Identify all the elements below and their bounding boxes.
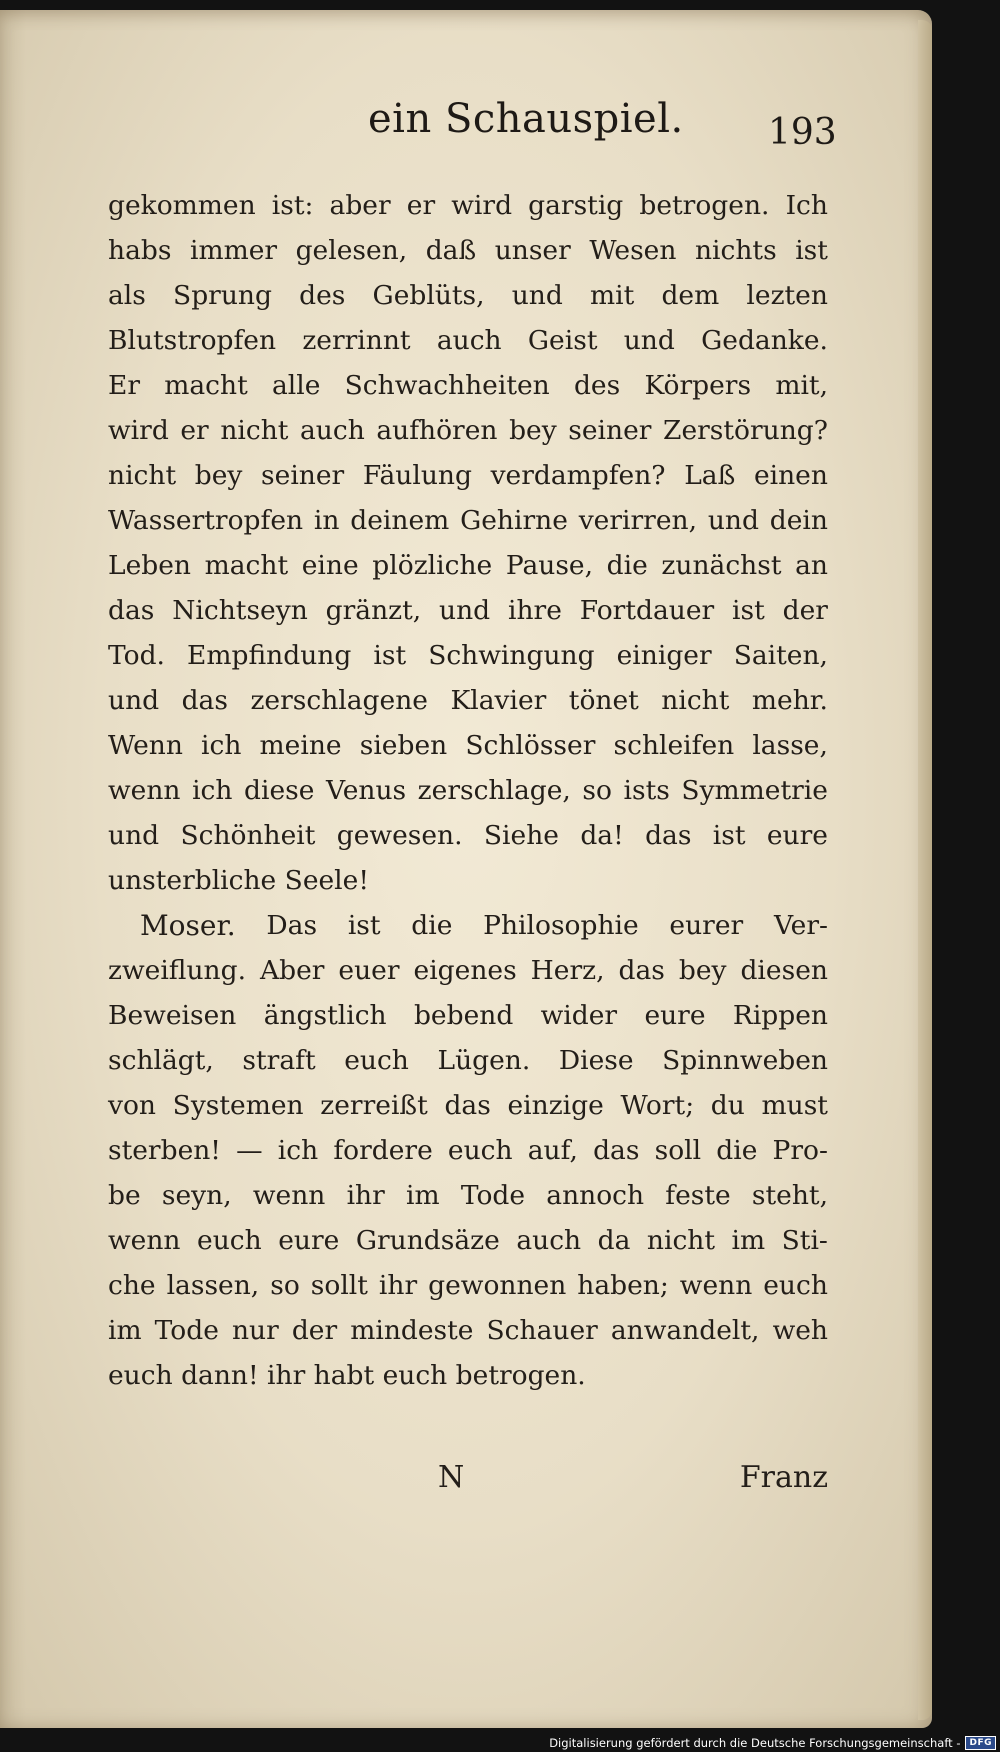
word: einzige bbox=[507, 1090, 604, 1121]
word: gewesen. bbox=[336, 820, 463, 851]
text-line bbox=[108, 588, 828, 633]
word: haben; bbox=[577, 1270, 669, 1301]
word: Körpers bbox=[644, 370, 752, 401]
word: ihr bbox=[346, 1180, 385, 1211]
word: Diese bbox=[558, 1045, 634, 1076]
word: anwandelt, bbox=[610, 1315, 760, 1346]
word: Sprung bbox=[173, 280, 272, 311]
word: er bbox=[406, 190, 436, 221]
word: zerschlage, bbox=[417, 775, 571, 806]
text-line bbox=[108, 1173, 828, 1218]
word: Sti- bbox=[781, 1225, 828, 1256]
word: du bbox=[710, 1090, 745, 1121]
word: das bbox=[618, 955, 665, 986]
word: verdampfen? bbox=[490, 460, 666, 491]
word: aber bbox=[329, 190, 391, 221]
word: ists bbox=[623, 775, 670, 806]
text-line bbox=[108, 318, 828, 363]
page-number: 193 bbox=[768, 112, 837, 153]
word: ist: bbox=[271, 190, 314, 221]
word: im bbox=[108, 1315, 142, 1346]
word: nicht bbox=[108, 460, 177, 491]
text-line bbox=[108, 948, 828, 993]
text-block bbox=[108, 183, 828, 1398]
word: wird bbox=[451, 190, 513, 221]
word: und bbox=[707, 505, 759, 536]
word: wenn bbox=[679, 1270, 753, 1301]
line-text: unsterbliche Seele! bbox=[108, 865, 369, 896]
word: euch bbox=[763, 1270, 828, 1301]
word: Das bbox=[266, 910, 318, 941]
word: von bbox=[108, 1090, 156, 1121]
word: bey bbox=[678, 955, 727, 986]
word: euch bbox=[344, 1045, 409, 1076]
word: — bbox=[236, 1135, 263, 1166]
word: der bbox=[291, 1315, 338, 1346]
word: nicht bbox=[646, 1225, 716, 1256]
word: seiner bbox=[261, 460, 345, 491]
text-line bbox=[108, 228, 828, 273]
word: Beweisen bbox=[108, 1000, 237, 1031]
word: betrogen. bbox=[639, 190, 770, 221]
word: da! bbox=[580, 820, 624, 851]
page-edge bbox=[918, 20, 932, 1720]
word: soll bbox=[654, 1135, 702, 1166]
text-line-final bbox=[108, 1353, 828, 1398]
text-line bbox=[108, 498, 828, 543]
word: gelesen, bbox=[295, 235, 408, 266]
word: zerreißt bbox=[320, 1090, 428, 1121]
word: straft bbox=[242, 1045, 316, 1076]
text-line bbox=[108, 183, 828, 228]
text-line bbox=[108, 813, 828, 858]
word: Gehirne bbox=[460, 505, 568, 536]
word: so bbox=[270, 1270, 300, 1301]
word: des bbox=[299, 280, 346, 311]
word: die bbox=[411, 910, 453, 941]
footer-credit-text: Digitalisierung gefördert durch die Deutsche Forschungsgemeinschaft - bbox=[549, 1736, 961, 1750]
word: euch bbox=[197, 1225, 262, 1256]
text-line bbox=[108, 633, 828, 678]
word: Ich bbox=[785, 190, 828, 221]
word: auch bbox=[516, 1225, 582, 1256]
word: macht bbox=[164, 370, 248, 401]
word: lasse, bbox=[752, 730, 828, 761]
word: ängstlich bbox=[263, 1000, 387, 1031]
word: Wenn bbox=[108, 730, 183, 761]
word: Schauer bbox=[486, 1315, 598, 1346]
word: bebend bbox=[413, 1000, 514, 1031]
word: gränzt, bbox=[325, 595, 422, 626]
word: und bbox=[623, 325, 675, 356]
word: Aber bbox=[259, 955, 325, 986]
word: Tode bbox=[154, 1315, 219, 1346]
word: mit bbox=[590, 280, 635, 311]
word: schleifen bbox=[613, 730, 735, 761]
word: der bbox=[782, 595, 828, 626]
word: als bbox=[108, 280, 146, 311]
word: seyn, bbox=[161, 1180, 232, 1211]
word: und bbox=[108, 685, 160, 716]
footer-credit bbox=[549, 1736, 996, 1750]
word: Ver- bbox=[773, 910, 828, 941]
word: Spinnweben bbox=[662, 1045, 828, 1076]
word: im bbox=[406, 1180, 440, 1211]
word: bey bbox=[509, 415, 557, 446]
word: die bbox=[606, 550, 648, 581]
text-line bbox=[108, 453, 828, 498]
word: die bbox=[716, 1135, 758, 1166]
word: das bbox=[645, 820, 692, 851]
word: Geblüts, bbox=[372, 280, 485, 311]
word: Zerstörung? bbox=[663, 415, 828, 446]
word: Fortdauer bbox=[579, 595, 715, 626]
word: Rippen bbox=[732, 1000, 828, 1031]
word: seiner bbox=[568, 415, 652, 446]
word: euer bbox=[338, 955, 400, 986]
word: Pause, bbox=[505, 550, 594, 581]
word: tönet bbox=[568, 685, 639, 716]
signature-mark: N bbox=[438, 1460, 465, 1495]
word: Blutstropfen bbox=[108, 325, 277, 356]
word: eure bbox=[766, 820, 828, 851]
word: so bbox=[582, 775, 612, 806]
word: weh bbox=[772, 1315, 828, 1346]
word: er bbox=[180, 415, 209, 446]
word: Schönheit bbox=[180, 820, 316, 851]
word: wenn bbox=[108, 775, 181, 806]
word: das bbox=[181, 685, 228, 716]
word: nur bbox=[231, 1315, 279, 1346]
word: Symmetrie bbox=[681, 775, 828, 806]
word: mit, bbox=[775, 370, 828, 401]
word: aufhören bbox=[376, 415, 498, 446]
text-line bbox=[108, 1218, 828, 1263]
word: Laß bbox=[684, 460, 736, 491]
word: che bbox=[108, 1270, 156, 1301]
word: Geist bbox=[527, 325, 598, 356]
word: plözliche bbox=[372, 550, 493, 581]
word: verirren, bbox=[578, 505, 697, 536]
word: euch bbox=[447, 1135, 513, 1166]
word: eure bbox=[644, 1000, 706, 1031]
word: wider bbox=[540, 1000, 618, 1031]
word: Tod. bbox=[108, 640, 165, 671]
word: Philosophie bbox=[483, 910, 639, 941]
text-line bbox=[108, 678, 828, 723]
word: diesen bbox=[740, 955, 828, 986]
word: Er bbox=[108, 370, 141, 401]
word: nicht bbox=[220, 415, 289, 446]
word: Venus bbox=[325, 775, 407, 806]
word: annoch bbox=[546, 1180, 645, 1211]
word: habs bbox=[108, 235, 172, 266]
word: bey bbox=[194, 460, 243, 491]
word: garstig bbox=[528, 190, 624, 221]
word: Schlösser bbox=[465, 730, 596, 761]
word: be bbox=[108, 1180, 141, 1211]
word: ist bbox=[347, 910, 381, 941]
word: deinem bbox=[350, 505, 450, 536]
word: Empfindung bbox=[187, 640, 352, 671]
word: Saiten, bbox=[733, 640, 828, 671]
word: ich bbox=[277, 1135, 319, 1166]
text-line bbox=[108, 768, 828, 813]
word: fordere bbox=[333, 1135, 433, 1166]
word: sieben bbox=[359, 730, 448, 761]
word: schlägt, bbox=[108, 1045, 214, 1076]
word: ist bbox=[732, 595, 765, 626]
text-line bbox=[108, 543, 828, 588]
word: Wort; bbox=[620, 1090, 695, 1121]
line-text: euch dann! ihr habt euch betrogen. bbox=[108, 1360, 586, 1391]
word: das bbox=[593, 1135, 640, 1166]
word: Wesen bbox=[589, 235, 677, 266]
word: Siehe bbox=[483, 820, 559, 851]
word: wenn bbox=[108, 1225, 181, 1256]
word: alle bbox=[271, 370, 321, 401]
word: einen bbox=[753, 460, 828, 491]
text-line bbox=[108, 723, 828, 768]
word: sollt bbox=[310, 1270, 368, 1301]
word: ihre bbox=[508, 595, 562, 626]
word: Klavier bbox=[450, 685, 547, 716]
word: auf, bbox=[527, 1135, 578, 1166]
word: und bbox=[439, 595, 491, 626]
catchword: Franz bbox=[739, 1460, 828, 1495]
catchline bbox=[108, 1460, 828, 1510]
word: im bbox=[731, 1225, 766, 1256]
word: must bbox=[761, 1090, 828, 1121]
word: Nichtseyn bbox=[172, 595, 308, 626]
word: steht, bbox=[751, 1180, 828, 1211]
text-line bbox=[108, 273, 828, 318]
word: lassen, bbox=[166, 1270, 260, 1301]
speaker-name: Moser. bbox=[140, 909, 236, 942]
text-line bbox=[108, 408, 828, 453]
dfg-logo-badge: DFG bbox=[965, 1736, 996, 1750]
text-line bbox=[108, 1083, 828, 1128]
word: das bbox=[108, 595, 155, 626]
word: daß bbox=[425, 235, 477, 266]
word: Tode bbox=[460, 1180, 526, 1211]
word: ihr bbox=[378, 1270, 418, 1301]
word: eigenes bbox=[413, 955, 517, 986]
word: diese bbox=[244, 775, 315, 806]
word: ich bbox=[201, 730, 242, 761]
word: Wassertropfen bbox=[108, 505, 304, 536]
word: feste bbox=[665, 1180, 731, 1211]
word: Pro- bbox=[772, 1135, 828, 1166]
word: Schwingung bbox=[428, 640, 595, 671]
word: einiger bbox=[616, 640, 712, 671]
text-line bbox=[108, 1128, 828, 1173]
word: Schwachheiten bbox=[344, 370, 550, 401]
word: Systemen bbox=[172, 1090, 304, 1121]
word: gewonnen bbox=[428, 1270, 567, 1301]
word: Grundsäze bbox=[355, 1225, 500, 1256]
word: zweiflung. bbox=[108, 955, 246, 986]
word: dem bbox=[661, 280, 720, 311]
text-line bbox=[108, 1263, 828, 1308]
speaker-line bbox=[108, 903, 828, 948]
word: lezten bbox=[746, 280, 828, 311]
word: Gedanke. bbox=[701, 325, 828, 356]
word: macht bbox=[204, 550, 289, 581]
word: immer bbox=[189, 235, 278, 266]
text-line bbox=[108, 363, 828, 408]
word: eine bbox=[301, 550, 359, 581]
word: ist bbox=[712, 820, 746, 851]
word: in bbox=[313, 505, 340, 536]
word: mindeste bbox=[350, 1315, 474, 1346]
word: Herz, bbox=[530, 955, 605, 986]
text-line bbox=[108, 1038, 828, 1083]
word: gekommen bbox=[108, 190, 256, 221]
word: eurer bbox=[669, 910, 744, 941]
word: Leben bbox=[108, 550, 191, 581]
word: Lügen. bbox=[437, 1045, 531, 1076]
text-line-paragraph-end bbox=[108, 858, 828, 903]
word: auch bbox=[436, 325, 502, 356]
word: eure bbox=[278, 1225, 340, 1256]
word: mehr. bbox=[751, 685, 828, 716]
word: nichts bbox=[694, 235, 777, 266]
word: ist bbox=[795, 235, 828, 266]
word: an bbox=[795, 550, 828, 581]
word: nicht bbox=[661, 685, 730, 716]
word: zerschlagene bbox=[250, 685, 428, 716]
word: unser bbox=[494, 235, 571, 266]
word: zerrinnt bbox=[302, 325, 411, 356]
word: da bbox=[597, 1225, 631, 1256]
word: wenn bbox=[252, 1180, 326, 1211]
text-line bbox=[108, 1308, 828, 1353]
word: das bbox=[444, 1090, 491, 1121]
word: ich bbox=[192, 775, 233, 806]
word: des bbox=[573, 370, 621, 401]
running-head: ein Schauspiel. bbox=[368, 96, 684, 142]
word: wird bbox=[108, 415, 169, 446]
word: und bbox=[511, 280, 563, 311]
word: Fäulung bbox=[362, 460, 472, 491]
word: auch bbox=[300, 415, 365, 446]
word: meine bbox=[259, 730, 342, 761]
word: und bbox=[108, 820, 160, 851]
word: zunächst bbox=[661, 550, 782, 581]
word: sterben! bbox=[108, 1135, 221, 1166]
word: ist bbox=[373, 640, 407, 671]
word: dein bbox=[769, 505, 828, 536]
text-line bbox=[108, 993, 828, 1038]
